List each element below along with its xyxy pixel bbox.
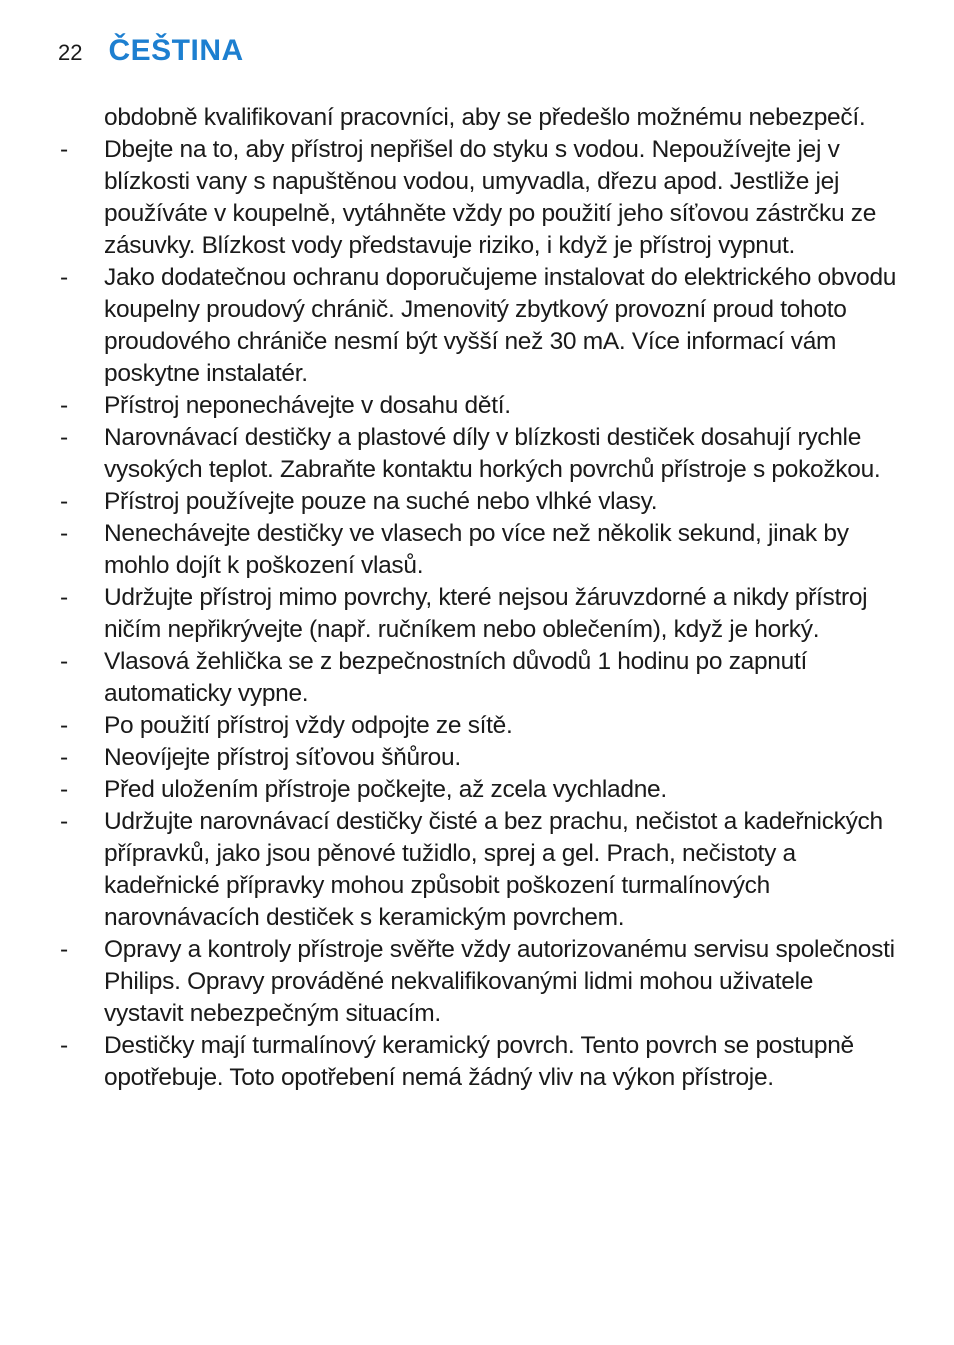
bullet-dash: - [60,264,68,291]
list-item [0,774,954,806]
bullet-dash: - [60,1032,68,1059]
list-item [0,486,954,518]
list-item [0,422,954,486]
list-item [0,390,954,422]
list-item-text: Udržujte narovnávací destičky čisté a bez prachu, nečistot a kadeřnických přípravků, jako jsou pěnové tužidlo, sprej a gel. Prach, nečistoty a kadeřnické přípravky mohou způsobit poškození turmalínových narovnávacích destiček s keramickým povrchem. [104,808,883,931]
page-number: 22 [58,40,83,65]
list-item-text: Před uložením přístroje počkejte, až zcela vychladne. [104,776,667,803]
bullet-dash: - [60,744,68,771]
list-item-text: Destičky mají turmalínový keramický povrch. Tento povrch se postupně opotřebuje. Toto opotřebení nemá žádný vliv na výkon přístroje. [104,1032,854,1091]
list-item-text: Vlasová žehlička se z bezpečnostních důvodů 1 hodinu po zapnutí automaticky vypne. [104,648,807,707]
list-item [0,134,954,262]
document-body [0,102,954,1094]
list-item [0,742,954,774]
list-item-text: Opravy a kontroly přístroje svěřte vždy autorizovanému servisu společnosti Philips. Opravy prováděné nekvalifikovanými lidmi mohou uživatele vystavit nebezpečným situacím. [104,936,895,1027]
list-item-text: Nenechávejte destičky ve vlasech po více než několik sekund, jinak by mohlo dojít k poškození vlasů. [104,520,849,579]
list-item [0,934,954,1030]
list-item-text: Po použití přístroj vždy odpojte ze sítě. [104,712,513,739]
list-item [0,646,954,710]
bullet-dash: - [60,488,68,515]
bullet-dash: - [60,936,68,963]
list-item [0,262,954,390]
bullet-dash: - [60,424,68,451]
bullet-dash: - [60,584,68,611]
bullet-dash: - [60,520,68,547]
section-title: ČEŠTINA [108,34,244,67]
bullet-dash: - [60,136,68,163]
list-item-text: Přístroj používejte pouze na suché nebo vlhké vlasy. [104,488,658,515]
list-item [0,518,954,582]
list-item [0,710,954,742]
list-item [0,806,954,934]
bullet-dash: - [60,648,68,675]
intro-paragraph: obdobně kvalifikovaní pracovníci, aby se předešlo možnému nebezpečí. [104,104,866,131]
list-item-text: Jako dodatečnou ochranu doporučujeme instalovat do elektrického obvodu koupelny proudový chránič. Jmenovitý zbytkový provozní proud tohoto proudového chrániče nesmí být vyšší než 30 mA. Více informací vám poskytne instalatér. [104,264,897,387]
bullet-dash: - [60,808,68,835]
list-item-text: Přístroj neponechávejte v dosahu dětí. [104,392,511,419]
list-item [0,582,954,646]
list-item-text: Narovnávací destičky a plastové díly v blízkosti destiček dosahují rychle vysokých teplot. Zabraňte kontaktu horkých povrchů přístroje s pokožkou. [104,424,881,483]
list-item-text: Neovíjejte přístroj síťovou šňůrou. [104,744,461,771]
bullet-dash: - [60,392,68,419]
list-item-text: Dbejte na to, aby přístroj nepřišel do styku s vodou. Nepoužívejte jej v blízkosti vany s napuštěnou vodou, umyvadla, dřezu apod. Jestliže jej používáte v koupelně, vytáhněte vždy po použití jeho síťovou zástrčku ze zásuvky. Blízkost vody představuje riziko, i když je přístroj vypnut. [104,136,877,259]
bullet-dash: - [60,776,68,803]
bullet-dash: - [60,712,68,739]
page-header [58,34,244,74]
list-item-text: Udržujte přístroj mimo povrchy, které nejsou žáruvzdorné a nikdy přístroj ničím nepřikrývejte (např. ručníkem nebo oblečením), když je horký. [104,584,868,643]
list-item [0,1030,954,1094]
